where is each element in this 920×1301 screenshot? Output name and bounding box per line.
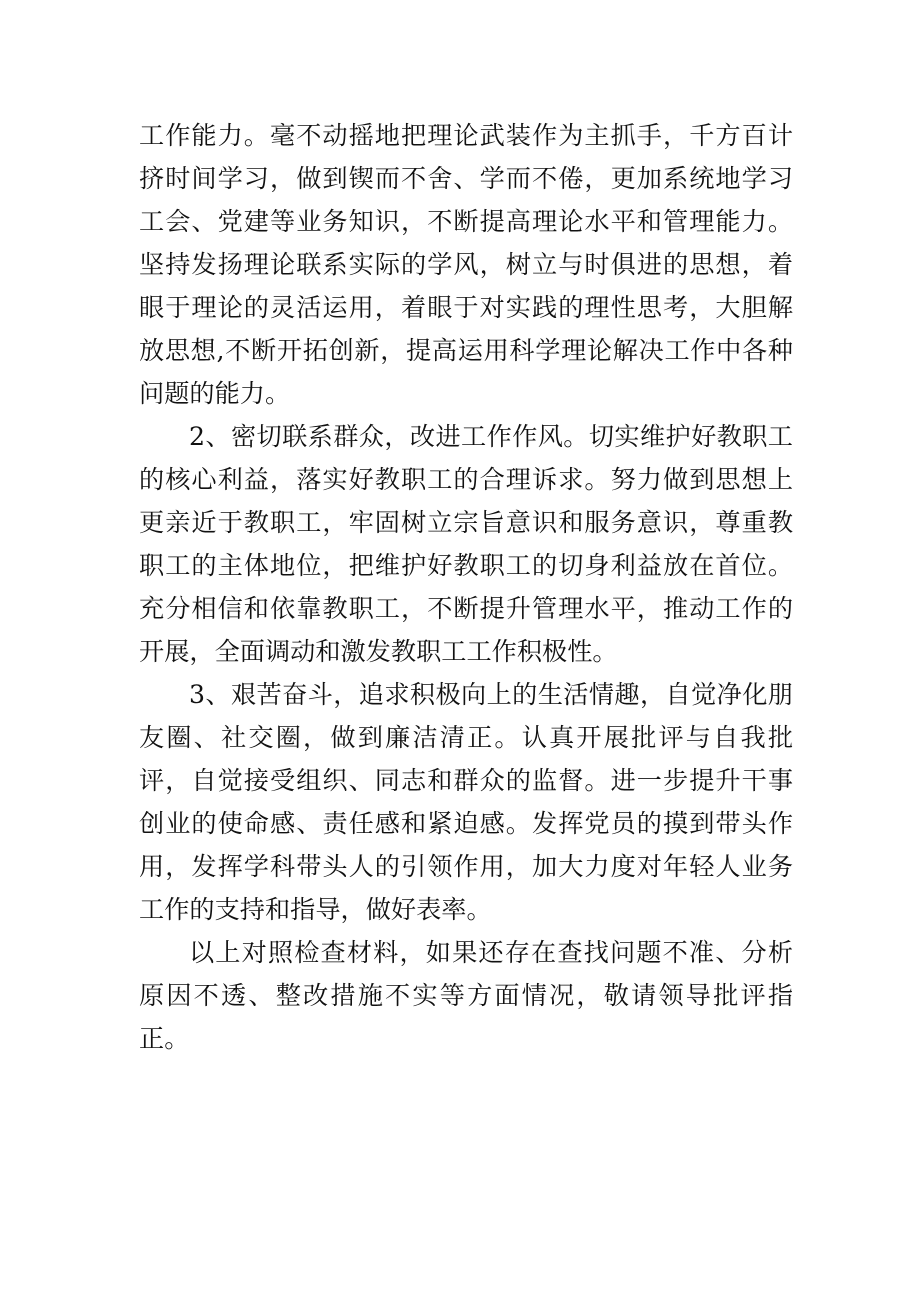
- paragraph-continued: 工作能力。毫不动摇地把理论武装作为主抓手，千方百计挤时间学习，做到锲而不舍、学而不倦，更加系统地学习工会、党建等业务知识，不断提高理论水平和管理能力。坚持发扬理论联系实际的学风，树立与时俱进的思想，着眼于理论的灵活运用，着眼于对实践的理性思考，大胆解放思想,不断开拓创新，提高运用科学理论解决工作中各种问题的能力。: [139, 121, 793, 408]
- paragraph-closing: 以上对照检查材料，如果还存在查找问题不准、分析原因不透、整改措施不实等方面情况，敬请领导批评指正。: [139, 938, 793, 1053]
- document-body: [139, 114, 793, 1060]
- paragraph-item-3: 3、艰苦奋斗，追求积极向上的生活情趣，自觉净化朋友圈、社交圈，做到廉洁清正。认真开展批评与自我批评，自觉接受组织、同志和群众的监督。进一步提升干事创业的使命感、责任感和紧迫感。发挥党员的摸到带头作用，发挥学科带头人的引领作用，加大力度对年轻人业务工作的支持和指导，做好表率。: [139, 680, 793, 924]
- paragraph-item-2: 2、密切联系群众，改进工作作风。切实维护好教职工的核心利益，落实好教职工的合理诉求。努力做到思想上更亲近于教职工，牢固树立宗旨意识和服务意识，尊重教职工的主体地位，把维护好教职工的切身利益放在首位。充分相信和依靠教职工，不断提升管理水平，推动工作的开展，全面调动和激发教职工工作积极性。: [139, 422, 793, 666]
